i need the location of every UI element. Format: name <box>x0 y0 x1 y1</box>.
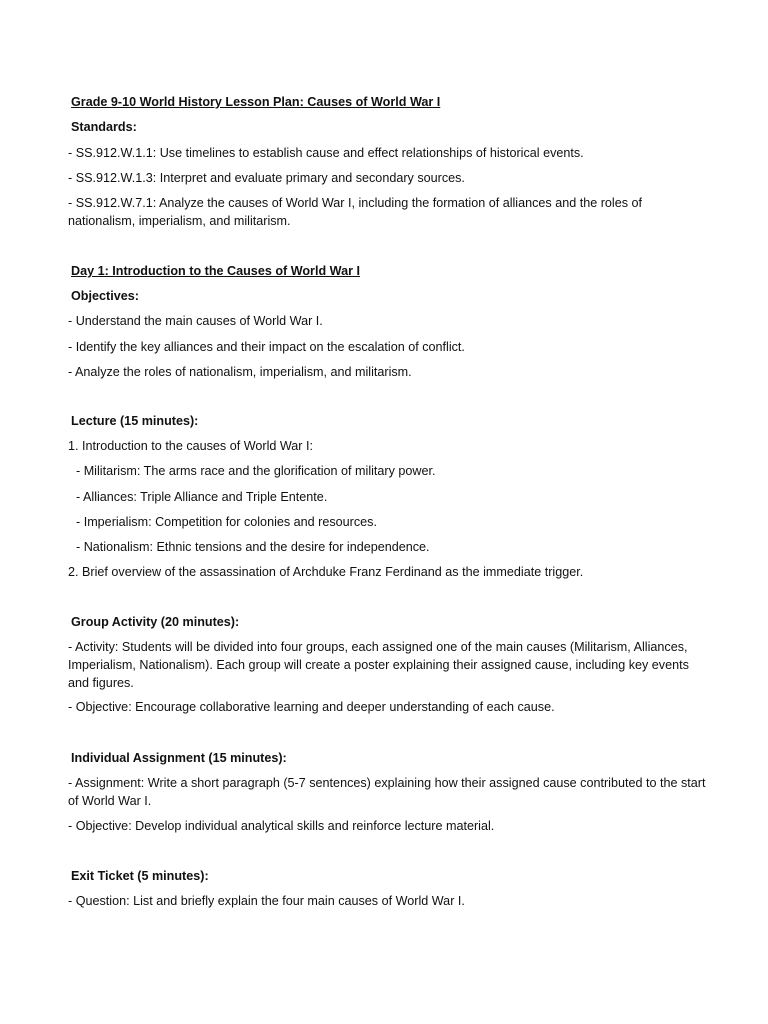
day1-heading: Day 1: Introduction to the Causes of World War I <box>71 264 360 278</box>
individual-assignment-heading: Individual Assignment (15 minutes): <box>71 751 287 765</box>
lecture-item: 2. Brief overview of the assassination of Archduke Franz Ferdinand as the immediate trigger. <box>68 565 584 579</box>
group-activity-text: - Activity: Students will be divided into four groups, each assigned one of the main causes (Militarism, Alliances, Imperialism, Nationalism). Each group will create a poster explaining their assigned cause, including key events and figures. <box>68 640 689 690</box>
lecture-subitem: - Nationalism: Ethnic tensions and the desire for independence. <box>76 540 430 554</box>
group-activity-objective: - Objective: Encourage collaborative learning and deeper understanding of each cause. <box>68 700 555 714</box>
standards-heading: Standards: <box>71 120 137 134</box>
document-title: Grade 9-10 World History Lesson Plan: Causes of World War I <box>71 95 441 109</box>
lecture-subitem: - Alliances: Triple Alliance and Triple Entente. <box>76 490 328 504</box>
exit-ticket-heading: Exit Ticket (5 minutes): <box>71 869 209 883</box>
individual-assignment-text: - Assignment: Write a short paragraph (5-7 sentences) explaining how their assigned cause contributed to the start of World War I. <box>68 776 706 808</box>
exit-ticket-question: - Question: List and briefly explain the four main causes of World War I. <box>68 894 465 908</box>
objective-item: - Identify the key alliances and their impact on the escalation of conflict. <box>68 340 465 354</box>
objectives-heading: Objectives: <box>71 289 139 303</box>
lecture-item: 1. Introduction to the causes of World War I: <box>68 439 313 453</box>
standard-item: - SS.912.W.7.1: Analyze the causes of World War I, including the formation of alliances and the roles of nationalism, imperialism, and militarism. <box>68 196 643 228</box>
group-activity-heading: Group Activity (20 minutes): <box>71 615 240 629</box>
lecture-heading: Lecture (15 minutes): <box>71 414 199 428</box>
objective-item: - Analyze the roles of nationalism, imperialism, and militarism. <box>68 365 412 379</box>
lecture-subitem: - Imperialism: Competition for colonies and resources. <box>76 515 377 529</box>
standard-item: - SS.912.W.1.1: Use timelines to establish cause and effect relationships of historical events. <box>68 146 584 160</box>
lecture-subitem: - Militarism: The arms race and the glorification of military power. <box>76 464 436 478</box>
standard-item: - SS.912.W.1.3: Interpret and evaluate primary and secondary sources. <box>68 171 465 185</box>
objective-item: - Understand the main causes of World War I. <box>68 314 323 328</box>
individual-assignment-objective: - Objective: Develop individual analytical skills and reinforce lecture material. <box>68 819 495 833</box>
